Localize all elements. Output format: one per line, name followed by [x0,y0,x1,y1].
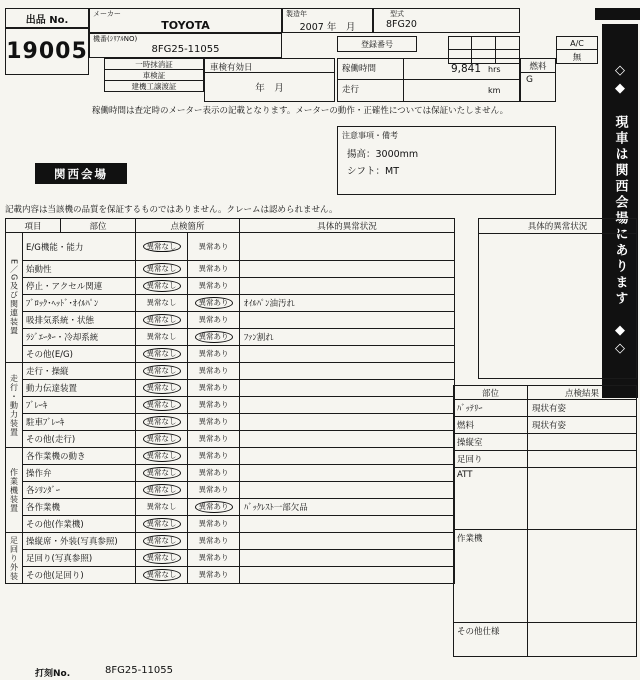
inspection-part-label: その他(走行) [23,431,136,448]
ok-mark: 異常なし [143,552,181,564]
shaken-value: 年 月 [255,83,284,94]
inspection-note [240,550,455,567]
ng-mark: 異常あり [198,468,229,478]
header-checkbox [496,37,519,50]
ac-field [556,36,598,64]
header-part: 部位 [61,219,136,233]
header-detail: 具体的異常状況 [240,219,455,233]
inspection-note [240,380,455,397]
check-ok-cell [136,312,188,329]
check-ng-cell [188,550,240,567]
inspection-part-label: ﾌﾞﾚｰｷ [23,397,136,414]
check-ng-cell [188,567,240,584]
condition-row [454,623,636,656]
ok-mark: 異常なし [143,399,181,411]
inspection-group-label: 走行・動力装置 [6,363,23,448]
inspection-part-label: 動力伝達装置 [23,380,136,397]
ng-mark: 異常あり [195,331,233,343]
inspection-group-label: 作業機装置 [6,448,23,533]
ng-mark: 異常あり [198,536,229,546]
inspection-part-label: 操縦席・外装(写真参照) [23,533,136,550]
condition-part-label: 足回り [454,451,528,467]
ng-mark: 異常あり [198,519,229,529]
hours-value: 9,841 [404,59,485,80]
inspection-part-label: 始動性 [23,261,136,278]
ok-mark: 異常なし [143,535,181,547]
fuel-value: G [526,75,533,85]
venue-badge: 関西会場 [35,163,127,184]
inspection-note [240,261,455,278]
maker-field [89,8,282,33]
ok-mark: 異常なし [143,382,181,394]
ng-mark: 異常あり [198,400,229,410]
maker-label: メーカー [93,10,121,18]
condition-header-part: 部位 [454,386,528,399]
condition-result: 現状有姿 [532,421,567,431]
check-ng-cell [188,329,240,346]
inspection-note: ﾌｧﾝ割れ [240,329,455,346]
inspection-part-label: 足回り(写真参照) [23,550,136,567]
fuel-label: 燃料 [521,59,555,73]
inspection-note [240,414,455,431]
condition-row [454,417,636,434]
inspection-note: ﾊﾞｯｸﾚｽﾄ一部欠品 [240,499,455,516]
check-ng-cell [188,516,240,533]
ng-mark: 異常あり [198,241,229,251]
hours-field [337,58,520,102]
condition-table [453,385,637,657]
check-ok-cell [136,380,188,397]
model-label: 型式 [390,10,404,18]
inspection-group-label: E／G及び関連装置 [6,233,23,363]
inspection-part-label: 各作業機 [23,499,136,516]
notes-box [337,126,556,195]
ng-mark: 異常あり [198,383,229,393]
check-ok-cell [136,533,188,550]
ok-mark: 異常なし [143,416,181,428]
condition-part-label: ﾊﾞｯﾃﾘｰ [454,400,528,416]
ng-mark: 異常あり [198,485,229,495]
condition-part-label: ATT [454,468,528,529]
check-ok-cell [136,448,188,465]
serial-field [89,33,282,58]
ok-mark: 異常なし [146,502,177,512]
check-ng-cell [188,499,240,516]
inspection-note [240,312,455,329]
corner-black-box [595,8,640,20]
ok-mark: 異常なし [143,348,181,360]
inspection-part-label: ﾗｼﾞｴｰﾀｰ・冷却系統 [23,329,136,346]
inspection-note [240,363,455,380]
check-ok-cell [136,567,188,584]
inspection-note [240,482,455,499]
check-ok-cell [136,295,188,312]
inspection-part-label: 走行・操縦 [23,363,136,380]
inspection-part-label: E/G機能・能力 [23,233,136,261]
ng-mark: 異常あり [198,315,229,325]
header-check: 点検箇所 [136,219,240,233]
lot-number: 19005 [5,28,89,75]
condition-part-label: その他仕様 [454,623,528,656]
condition-result [528,434,636,450]
condition-result [528,451,636,467]
inspection-note [240,346,455,363]
check-ok-cell [136,431,188,448]
ok-mark: 異常なし [143,314,181,326]
serial-value: 8FG25-11055 [151,44,220,56]
check-ok-cell [136,233,188,261]
year-label: 製造年 [286,10,307,18]
shaken-label: 車検有効日 [205,59,334,73]
lot-number-label: 出品 No. [5,8,89,28]
ng-mark: 異常あり [198,417,229,427]
condition-row [454,434,636,451]
side-banner: ◇◆ 現車は関西会場にあります ◆◇ [602,24,638,398]
meter-note: 稼働時間は査定時のメーター表示の記載となります。メーターの動作・正確性については保証いたしません。 [92,106,509,116]
condition-part-label: 操縦室 [454,434,528,450]
stamp-number-value: 8FG25-11055 [105,665,174,676]
inspection-grid [5,233,455,584]
check-ok-cell [136,346,188,363]
doc-temp-erasure: 一時抹消証 [104,58,204,70]
check-ok-cell [136,278,188,295]
ng-mark: 異常あり [195,501,233,513]
condition-row [454,451,636,468]
ng-mark: 異常あり [198,553,229,563]
header-checkbox [472,37,495,50]
mileage-label: 走行 [338,80,404,101]
check-ng-cell [188,295,240,312]
inspection-part-label: 各ｼﾘﾝﾀﾞｰ [23,482,136,499]
ng-mark: 異常あり [198,366,229,376]
notes-box-title: 注意事項・備考 [342,131,398,140]
model-value: 8FG20 [386,19,417,31]
condition-row [454,468,636,530]
model-field [373,8,520,33]
check-ng-cell [188,414,240,431]
inspection-part-label: その他(作業機) [23,516,136,533]
doc-transfer-cert: 建機工譲渡証 [104,80,204,92]
condition-row [454,530,636,623]
condition-result: 現状有姿 [532,404,567,414]
inspection-note [240,278,455,295]
stamp-number-label: 打刻No. [35,669,71,679]
check-ng-cell [188,482,240,499]
inspection-part-label: 駐車ﾌﾞﾚｰｷ [23,414,136,431]
condition-table-body [454,400,636,656]
maker-value: TOYOTA [161,19,210,33]
inspection-note [240,233,455,261]
ok-mark: 異常なし [143,365,181,377]
condition-row [454,400,636,417]
disclaimer-text: 記載内容は当該機の品質を保証するものではありません。クレームは認められません。 [5,205,338,215]
ok-mark: 異常なし [143,450,181,462]
hours-label: 稼働時間 [338,59,404,80]
condition-part-label: 燃料 [454,417,528,433]
fuel-field [520,58,556,102]
check-ng-cell [188,233,240,261]
check-ng-cell [188,397,240,414]
ok-mark: 異常なし [143,518,181,530]
check-ok-cell [136,261,188,278]
registration-label: 登録番号 [337,36,417,52]
inspection-part-label: その他(足回り) [23,567,136,584]
ok-mark: 異常なし [143,241,181,253]
inspection-group-label: 足回り外装 [6,533,23,584]
check-ok-cell [136,465,188,482]
inspection-note [240,516,455,533]
inspection-note [240,448,455,465]
inspection-table-header [5,218,455,233]
check-ng-cell [188,312,240,329]
check-ng-cell [188,278,240,295]
condition-part-label: 作業機 [454,530,528,622]
check-ok-cell [136,516,188,533]
inspection-part-label: 各作業機の動き [23,448,136,465]
inspection-part-label: 操作弁 [23,465,136,482]
doc-shaken-cert: 車検証 [104,69,204,81]
ng-mark: 異常あり [198,264,229,274]
check-ng-cell [188,380,240,397]
check-ok-cell [136,482,188,499]
ng-mark: 異常あり [195,297,233,309]
header-item: 項目 [6,219,61,233]
ng-mark: 異常あり [198,570,229,580]
inspection-note [240,533,455,550]
check-ng-cell [188,346,240,363]
ok-mark: 異常なし [143,484,181,496]
detail-box-title: 具体的異常状況 [479,219,636,234]
ng-mark: 異常あり [198,451,229,461]
ac-label: A/C [557,37,597,50]
ng-mark: 異常あり [198,434,229,444]
ok-mark: 異常なし [143,433,181,445]
header-checkbox [449,37,472,50]
ok-mark: 異常なし [146,298,177,308]
check-ok-cell [136,550,188,567]
inspection-note [240,431,455,448]
notes-line-lift-height: 揚高：3000mm [347,149,419,160]
check-ng-cell [188,533,240,550]
condition-result [528,468,636,529]
check-ng-cell [188,261,240,278]
check-ok-cell [136,329,188,346]
ng-mark: 異常あり [198,349,229,359]
check-ok-cell [136,414,188,431]
ok-mark: 異常なし [146,332,177,342]
mileage-unit: km [488,86,501,95]
check-ok-cell [136,499,188,516]
ok-mark: 異常なし [143,280,181,292]
inspection-part-label: その他(E/G) [23,346,136,363]
serial-label: 機番(ｼﾘｱﾙNO) [93,35,138,43]
mileage-value [404,80,485,101]
inspection-part-label: 吸排気系統・状態 [23,312,136,329]
check-ng-cell [188,448,240,465]
condition-header-result: 点検結果 [564,388,599,399]
inspection-note: ｵｲﾙﾊﾟﾝ油汚れ [240,295,455,312]
document-list [104,58,204,92]
inspection-note [240,397,455,414]
ok-mark: 異常なし [143,263,181,275]
inspection-note [240,567,455,584]
year-field [282,8,373,33]
inspection-part-label: 停止・アクセル関連 [23,278,136,295]
hours-unit: hrs [485,59,519,80]
detail-box [478,218,637,379]
check-ok-cell [136,363,188,380]
ok-mark: 異常なし [143,569,181,581]
condition-result [528,530,636,622]
ng-mark: 異常あり [198,281,229,291]
condition-table-header [454,386,636,400]
check-ng-cell [188,431,240,448]
inspection-note [240,465,455,482]
check-ok-cell [136,397,188,414]
inspection-part-label: ﾌﾞﾛｯｸ･ﾍｯﾄﾞ･ｵｲﾙﾊﾟﾝ [23,295,136,312]
shaken-field [204,58,335,102]
ok-mark: 異常なし [143,467,181,479]
year-value: 2007 年 月 [299,22,356,34]
notes-line-shift: シフト：MT [347,166,399,177]
check-ng-cell [188,465,240,482]
check-ng-cell [188,363,240,380]
ac-value: 無 [572,52,582,63]
condition-result [528,623,636,656]
